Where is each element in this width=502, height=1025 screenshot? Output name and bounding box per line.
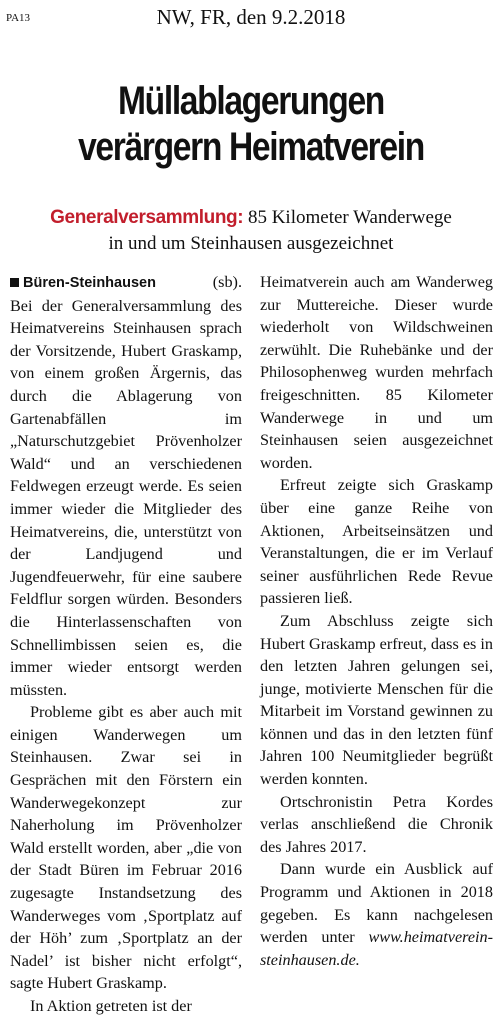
paragraph-1: Bei der Generalversammlung des Heimatvereins Steinhausen sprach der Vorsitzende, Hubert Graskamp, von einem großen Ärgernis, das durch die Ablagerung von Gartenabfällen im „Naturschutzgebiet Prövenholzer Wald“ und an verschiedenen Feldwegen erzeugt werde. Es seien immer wieder die Mitglieder des Heimatvereins, die, unterstützt von der Landjugend und Jugendfeuerwehr, für eine saubere Feldflur sorgen würden. Besonders die Hinterlassenschaften von Schnellimbissen seien es, die immer wieder entsorgt werden müssten. (10, 296, 242, 699)
paragraph-2: Probleme gibt es aber auch mit einigen Wanderwegen um Steinhausen. Zwar sei in Gesprächen mit den Förstern ein Wanderwegekonzept zur Naherholung im Prövenholzer Wald erstellt worden, aber „die von der Stadt Büren im Februar 2016 zugesagte Instandsetzung des Wanderweges vom ‚Sportplatz auf der Höh’ zum ‚Sportplatz an der Nadel’ ist bisher nicht erfolgt“, sagte Hubert Graskamp. (10, 703, 242, 993)
bullet-square-icon (10, 278, 19, 287)
subheadline-line-1 (0, 205, 502, 231)
paragraph-4: Erfreut zeigte sich Graskamp über eine ganze Reihe von Aktionen, Arbeitseinsätzen und Veranstaltungen, die er im Verlauf seiner ausführlichen Rede Revue passieren ließ. (260, 476, 493, 608)
headline-line-1: Müllablagerungen (118, 79, 384, 123)
headline (40, 78, 462, 170)
paragraph-7 (260, 858, 493, 971)
publication-dateline: NW, FR, den 9.2.2018 (156, 5, 346, 29)
paragraph-3: Heimatverein auch am Wanderweg zur Muttereiche. Dieser wurde wiederholt von Wildschweinen zerwühlt. Die Ruhebänke und der Philosophenweg wurden mehrfach freigeschnitten. 85 Kilometer Wanderwege in und um Steinhausen seien ausgezeichnet worden. (260, 273, 493, 472)
paragraph-6: Ortschronistin Petra Kordes verlas anschließend die Chronik des Jahres 2017. (260, 792, 493, 856)
subheadline-kicker: Generalversammlung: (50, 207, 244, 228)
paragraph-5: Zum Abschluss zeigte sich Hubert Graskamp erfreut, dass es in den letzten Jahren gelungen sei, junge, motivierte Menschen für die Mitarbeit im Vorstand gewinnen zu können und das in den letzten fünf Jahren 100 Neumitglieder begrüßt werden konnten. (260, 611, 493, 789)
website-url: www.heimatverein-steinhausen.de. (260, 928, 493, 969)
subheadline-line-1-text: 85 Kilometer Wanderwege (243, 207, 452, 228)
subheadline (0, 205, 502, 257)
subheadline-line-2: in und um Steinhausen ausgezeichnet (108, 233, 394, 254)
paragraph-3-start: In Aktion getreten ist der (30, 997, 192, 1015)
article-dateline (10, 271, 242, 295)
article-column-right (260, 271, 493, 971)
headline-line-2: verärgern Heimatverein (78, 125, 424, 169)
article-location: Büren-Steinhausen (23, 275, 156, 291)
article-agency: (sb). (212, 273, 242, 291)
page-label: PA13 (6, 12, 31, 24)
paragraph-7-text: Dann wurde ein Ausblick auf Programm und Aktionen in 2018 gegeben. Es kann nachgelesen werden unter (260, 860, 493, 947)
article-column-left (10, 271, 242, 1018)
